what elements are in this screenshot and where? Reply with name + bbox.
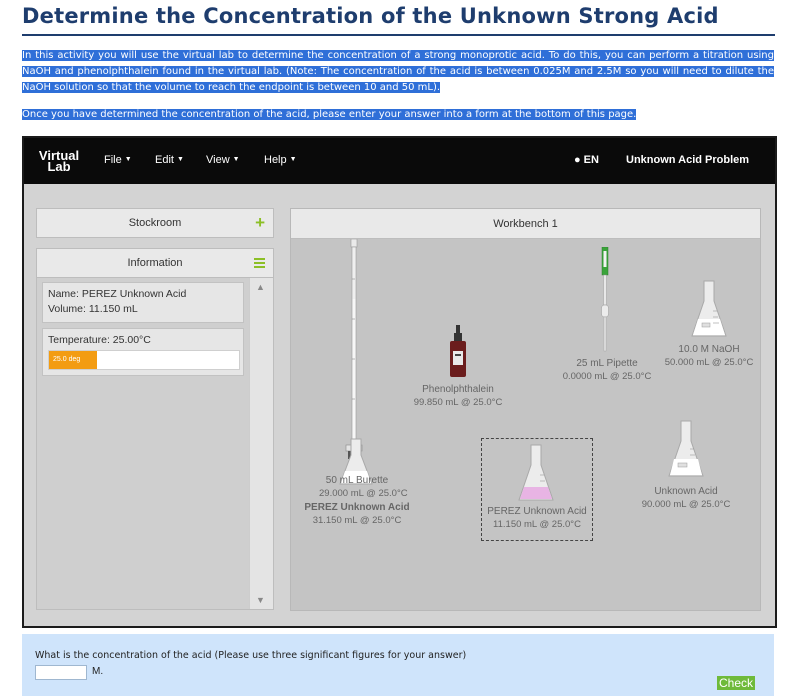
burette-detail: 29.000 mL @ 25.0°C [319, 488, 408, 499]
naoh-name: 10.0 M NaOH [678, 344, 740, 355]
intro-text: In this activity you will use the virtual lab to determine the concentration of a strong monoprotic acid. To do this, you can perform a titration using NaOH and phenolphthalein found in the virtual lab. (Note: The concentration of the acid is between 0.025M and 2.5M so you will need to dilute the NaOH solution so that the volume to reach the endpoint is between 10 and 50 mL). [22, 50, 774, 93]
concentration-input[interactable] [35, 665, 87, 680]
language-selector[interactable] [574, 154, 599, 166]
selected-flask-label [482, 505, 592, 531]
check-button[interactable]: Check [719, 676, 754, 690]
view-menu[interactable] [206, 154, 240, 166]
help-menu[interactable] [264, 154, 297, 166]
intro-paragraph [22, 48, 774, 96]
naoh-label [659, 343, 759, 369]
unknown-acid-detail: 90.000 mL @ 25.0°C [641, 499, 731, 510]
pipette-detail: 0.0000 mL @ 25.0°C [562, 371, 652, 382]
information-title: Information [127, 257, 183, 269]
title-divider [22, 34, 775, 36]
language-label: EN [583, 154, 599, 166]
globe-icon: ● [574, 154, 581, 166]
information-panel [36, 278, 274, 610]
scroll-up-icon[interactable]: ▲ [256, 282, 265, 292]
caret-down-icon: ▼ [176, 156, 184, 163]
caret-down-icon: ▼ [232, 156, 240, 163]
lab-navbar [24, 138, 775, 184]
stockroom-header[interactable] [36, 208, 274, 238]
instructions-text: Once you have determined the concentration of the acid, please enter your answer into a form at the bottom of this page. [22, 109, 637, 120]
logo-line-2: Lab [47, 159, 71, 174]
phenolphthalein-detail: 99.850 mL @ 25.0°C [413, 397, 503, 408]
virtual-lab [22, 136, 777, 628]
instructions-paragraph [22, 107, 774, 123]
edit-menu-label: Edit [155, 154, 174, 166]
caret-down-icon: ▼ [289, 156, 297, 163]
solution-name: Name: PEREZ Unknown Acid [48, 288, 187, 300]
phenolphthalein-bottle[interactable] [449, 325, 467, 384]
information-header[interactable] [36, 248, 274, 278]
plus-icon[interactable]: + [255, 213, 265, 232]
page-title: Determine the Concentration of the Unknown Strong Acid [22, 4, 719, 28]
unit-label: M. [92, 666, 104, 677]
selected-flask-box[interactable] [481, 438, 593, 541]
question-text: What is the concentration of the acid (Please use three significant figures for your answer) [35, 650, 467, 661]
unknown-acid-label [636, 485, 736, 511]
burette-name: 50 mL Burette [325, 475, 389, 486]
info-scrollbar[interactable] [249, 278, 273, 609]
burette-flask-detail: 31.150 mL @ 25.0°C [312, 515, 402, 526]
selected-flask-name: PEREZ Unknown Acid [487, 506, 587, 517]
hamburger-menu-icon[interactable] [254, 258, 265, 268]
burette-flask-label [301, 501, 413, 527]
dropper-bottle-icon [449, 325, 467, 379]
file-menu-label: File [104, 154, 122, 166]
caret-down-icon: ▼ [124, 156, 132, 163]
erlenmeyer-flask-icon [668, 419, 704, 479]
solution-info-card [42, 282, 244, 323]
file-menu[interactable] [104, 154, 132, 166]
pipette-name: 25 mL Pipette [576, 358, 638, 369]
phenolphthalein-name: Phenolphthalein [422, 384, 494, 395]
burette-label [319, 474, 408, 500]
scroll-down-icon[interactable]: ▼ [256, 595, 265, 605]
problem-name: Unknown Acid Problem [626, 154, 750, 166]
erlenmeyer-flask-icon [518, 443, 554, 503]
selected-flask-detail: 11.150 mL @ 25.0°C [493, 519, 581, 530]
temperature-bar-fill: 25.0 deg [49, 351, 97, 369]
selected-flask[interactable] [518, 443, 554, 508]
view-menu-label: View [206, 154, 230, 166]
stockroom-title: Stockroom [128, 217, 182, 229]
help-menu-label: Help [264, 154, 287, 166]
edit-menu[interactable] [155, 154, 184, 166]
naoh-detail: 50.000 mL @ 25.0°C [664, 357, 754, 368]
temperature-text: Temperature: 25.00°C [48, 334, 151, 346]
pipette-label [557, 357, 657, 383]
answer-form [22, 634, 774, 696]
unknown-acid-name: Unknown Acid [654, 486, 718, 497]
naoh-flask[interactable] [691, 279, 727, 344]
solution-volume: Volume: 11.150 mL [48, 303, 138, 315]
phenolphthalein-label [403, 383, 513, 409]
virtual-lab-logo [34, 150, 84, 172]
pipette[interactable] [597, 247, 613, 358]
pipette-icon [597, 247, 613, 353]
temperature-bar [48, 350, 240, 370]
unknown-acid-flask[interactable] [668, 419, 704, 484]
logo-line-1: Virtual [38, 148, 80, 163]
workbench [290, 208, 761, 611]
burette-flask-name: PEREZ Unknown Acid [304, 502, 410, 513]
workbench-title: Workbench 1 [291, 209, 760, 239]
erlenmeyer-flask-icon [691, 279, 727, 339]
temperature-info-card [42, 328, 244, 376]
